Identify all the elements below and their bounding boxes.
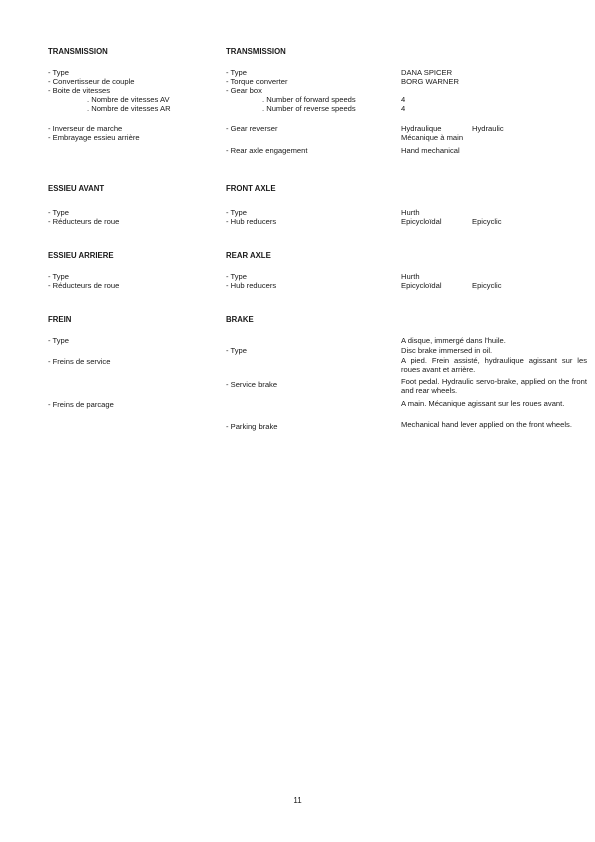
brake-fr-service: - Freins de service — [48, 357, 111, 366]
brake-fr-parking: - Freins de parcage — [48, 400, 114, 409]
en-label-reverse: . Number of reverse speeds — [262, 104, 356, 113]
en-label-gearbox: - Gear box — [226, 86, 262, 95]
fr-label-gearbox: - Boite de vitesses — [48, 86, 111, 95]
rear-en-type: - Type — [226, 272, 247, 281]
brake-value-parking-en: Mechanical hand lever applied on the front wheels. — [401, 420, 572, 429]
fr-label-reverser: - Inverseur de marche — [48, 124, 123, 133]
front-value-type: Hurth — [401, 208, 420, 217]
front-value-reducers-en: Epicyclic — [472, 217, 502, 226]
brake-fr-type: - Type — [48, 336, 69, 345]
brake-value-service-fr: A pied. Frein assisté, hydraulique agissant sur les roues avant et arrière. — [401, 356, 587, 374]
front-fr-type: - Type — [48, 208, 69, 217]
rear-value-type: Hurth — [401, 272, 420, 281]
value-reverser-en: Hydraulic — [472, 124, 504, 133]
section-heading-front-axle-fr: ESSIEU AVANT — [48, 184, 105, 193]
section-heading-rear-axle-en: REAR AXLE — [226, 251, 271, 260]
front-value-reducers-fr: Epicycloïdal — [401, 217, 442, 226]
brake-value-type-fr: A disque, immergé dans l'huile. — [401, 336, 506, 345]
brake-value-service-en: Foot pedal. Hydraulic servo-brake, applied on the front and rear wheels. — [401, 377, 587, 395]
en-label-forward: . Number of forward speeds — [262, 95, 356, 104]
value-reverser-fr: Hydraulique — [401, 124, 442, 133]
value-forward: 4 — [401, 95, 406, 104]
front-en-type: - Type — [226, 208, 247, 217]
page-number: 11 — [293, 796, 302, 805]
brake-en-type: - Type — [226, 346, 247, 355]
en-label-type: - Type — [226, 68, 247, 77]
section-heading-transmission-fr: TRANSMISSION — [48, 47, 108, 56]
section-heading-front-axle-en: FRONT AXLE — [226, 184, 276, 193]
brake-value-parking-fr: A main. Mécanique agissant sur les roues avant. — [401, 399, 565, 408]
rear-en-reducers: - Hub reducers — [226, 281, 277, 290]
fr-label-type: - Type — [48, 68, 69, 77]
brake-en-parking: - Parking brake — [226, 422, 278, 431]
value-reverse: 4 — [401, 104, 406, 113]
en-label-rear-axle: - Rear axle engagement — [226, 146, 308, 155]
section-heading-brake-fr: FREIN — [48, 315, 72, 324]
rear-fr-reducers: - Réducteurs de roue — [48, 281, 120, 290]
fr-label-converter: - Convertisseur de couple — [48, 77, 135, 86]
section-heading-rear-axle-fr: ESSIEU ARRIERE — [48, 251, 114, 260]
en-label-reverser: - Gear reverser — [226, 124, 278, 133]
brake-value-type-en: Disc brake immersed in oil. — [401, 346, 493, 355]
fr-label-rear-axle: - Embrayage essieu arrière — [48, 133, 140, 142]
front-fr-reducers: - Réducteurs de roue — [48, 217, 120, 226]
rear-value-reducers-fr: Epicycloïdal — [401, 281, 442, 290]
value-rear-axle-fr: Mécanique à main — [401, 133, 464, 142]
front-en-reducers: - Hub reducers — [226, 217, 277, 226]
value-converter: BORG WARNER — [401, 77, 459, 86]
fr-label-reverse: . Nombre de vitesses AR — [87, 104, 171, 113]
rear-fr-type: - Type — [48, 272, 69, 281]
section-heading-brake-en: BRAKE — [226, 315, 254, 324]
section-heading-transmission-en: TRANSMISSION — [226, 47, 286, 56]
brake-en-service: - Service brake — [226, 380, 278, 389]
fr-label-forward: . Nombre de vitesses AV — [87, 95, 170, 104]
en-label-converter: - Torque converter — [226, 77, 288, 86]
rear-value-reducers-en: Epicyclic — [472, 281, 502, 290]
value-rear-axle-en: Hand mechanical — [401, 146, 460, 155]
value-type: DANA SPICER — [401, 68, 453, 77]
